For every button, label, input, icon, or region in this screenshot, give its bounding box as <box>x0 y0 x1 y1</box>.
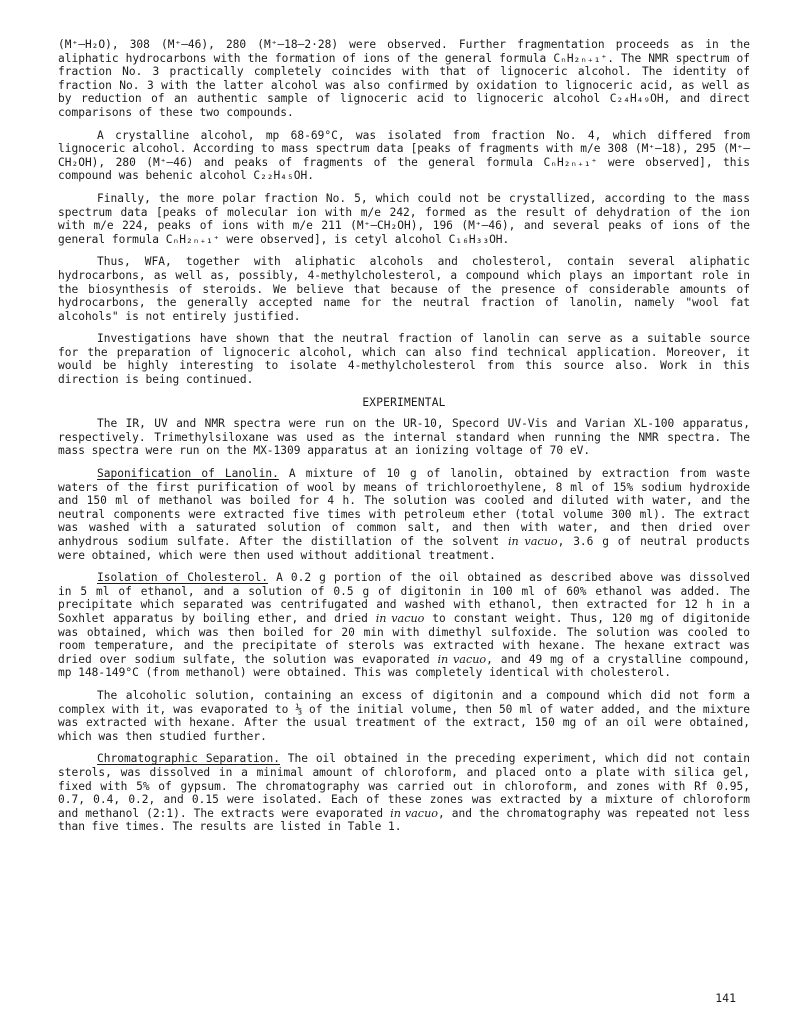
chromatographic-text-b: , and the chromatography was repeated not less than five times. The results are listed in Table 1. <box>58 806 750 834</box>
paragraph-alcoholic-solution: The alcoholic solution, containing an excess of digitonin and a compound which did not form a complex with it, was evaporated to ⅓ of the initial volume, then 50 ml of water added, and the mixture was extracted with hexane. After the usual treatment of the extract, 150 mg of an oil were obtained, which was then studied further. <box>58 688 750 743</box>
paragraph-fragmentation: (M⁺–H₂O), 308 (M⁺–46), 280 (M⁺–18–2·28) were observed. Further fragmentation proceeds as in the aliphatic hydrocarbons with the formation of ions of the general formula CₙH₂ₙ₊₁⁺. The NMR spectrum of fraction No. 3 practically completely coincides with that of lignoceric alcohol. The identity of fraction No. 3 with the latter alcohol was also confirmed by oxidation to lignoceric acid, as well as by reduction of an authentic sample of lignoceric acid to lignoceric alcohol C₂₄H₄₉OH, and direct comparisons of these two compounds. <box>58 38 750 119</box>
saponification-text-b: , 3.6 g of neutral products were obtained, which were then used without additional treatment. <box>58 535 750 562</box>
cholesterol-text-c: , and 49 mg of a crystalline compound, mp 148-149°C (from methanol) were obtained. This was completely identical with cholesterol. <box>58 652 750 680</box>
paragraph-investigations: Investigations have shown that the neutral fraction of lanolin can serve as a suitable source for the preparation of lignoceric alcohol, which can also find technical application. Moreover, it would be highly interesting to isolate 4-methylcholesterol from this source also. Work in this direction is being continued. <box>58 332 750 387</box>
paragraph-saponification <box>58 467 750 562</box>
saponification-in-vacuo: in vacuo <box>507 535 558 548</box>
cholesterol-in-vacuo-1: in vacuo <box>375 611 425 625</box>
cholesterol-title: Isolation of Cholesterol. <box>97 571 269 585</box>
document-page <box>58 38 750 843</box>
saponification-text-a: A mixture of 10 g of lanolin, obtained by extraction from waste waters of the first purification of wool by means of trichloroethylene, 8 ml of 15% sodium hydroxide and 150 ml of methanol was boiled for 4 h. The solution was cooled and diluted with water, and the neutral components were extracted five times with petroleum ether (total volume 300 ml). The extract was washed with a saturated solution of common salt, and then with water, and then dried over anhydrous sodium sulfate. After the distillation of the solvent <box>58 467 750 548</box>
chromatographic-text-a: The oil obtained in the preceding experiment, which did not contain sterols, was dissolved in a minimal amount of chloroform, and placed onto a plate with silica gel, fixed with 5% of gypsum. The chromatography was carried out in chloroform, and zones with Rf 0.95, 0.7, 0.4, 0.2, and 0.15 were isolated. Each of these zones was extracted by a mixture of chloroform and methanol (2:1). The extracts were evaporated <box>58 752 750 820</box>
paragraph-cholesterol-isolation <box>58 571 750 680</box>
section-heading-experimental: EXPERIMENTAL <box>362 395 446 409</box>
paragraph-apparatus: The IR, UV and NMR spectra were run on the UR-10, Specord UV-Vis and Varian XL-100 apparatus, respectively. Trimethylsiloxane was used as the internal standard when running the NMR spectra. The mass spectra were run on the MX-1309 apparatus at an ionizing voltage of 70 eV. <box>58 417 750 458</box>
chromatographic-in-vacuo: in vacuo <box>390 806 439 820</box>
paragraph-chromatographic-separation <box>58 752 750 834</box>
cholesterol-text-b: to constant weight. Thus, 120 mg of digitonide was obtained, which was then boiled for 20 min with dimethyl sulfoxide. The solution was cooled to room temperature, and the precipitate of sterols was extracted with hexane. The hexane extract was dried over sodium sulfate, the solution was evaporated <box>58 611 750 666</box>
page-number: 141 <box>715 991 736 1005</box>
saponification-title: Saponification of Lanolin. <box>97 467 279 481</box>
paragraph-behenic-alcohol: A crystalline alcohol, mp 68-69°C, was isolated from fraction No. 4, which differed from lignoceric alcohol. According to mass spectrum data [peaks of fragments with m/e 308 (M⁺–18), 295 (M⁺–CH₂OH), 280 (M⁺–46) and peaks of fragments of the general formula CₙH₂ₙ₊₁⁺ were observed], this compound was behenic alcohol C₂₂H₄₅OH. <box>58 128 750 183</box>
paragraph-wfa-summary: Thus, WFA, together with aliphatic alcohols and cholesterol, contain several aliphatic hydrocarbons, as well as, possibly, 4-methylcholesterol, a compound which plays an important role in the biosynthesis of steroids. We believe that because of the presence of considerable amounts of hydrocarbons, the generally accepted name for the neutral fraction of lanolin, namely "wool fat alcohols" is not entirely justified. <box>58 255 750 323</box>
chromatographic-title: Chromatographic Separation. <box>97 752 280 766</box>
paragraph-cetyl-alcohol: Finally, the more polar fraction No. 5, which could not be crystallized, according to the mass spectrum data [peaks of molecular ion with m/e 242, formed as the result of dehydration of the ion with m/e 224, peaks of ions with m/e 211 (M⁺–CH₂OH), 196 (M⁺–46), and several peaks of ions of the general formula CₙH₂ₙ₊₁⁺ were observed], is cetyl alcohol C₁₆H₃₃OH. <box>58 191 750 246</box>
cholesterol-in-vacuo-2: in vacuo <box>437 652 487 666</box>
cholesterol-text-a: A 0.2 g portion of the oil obtained as described above was dissolved in 5 ml of ethanol, and a solution of 0.5 g of digitonin in 100 ml of 60% ethanol was added. The precipitate which separated was centrifugated and washed with ethanol, then extracted for 12 h in a Soxhlet apparatus by boiling ether, and dried <box>58 571 751 625</box>
